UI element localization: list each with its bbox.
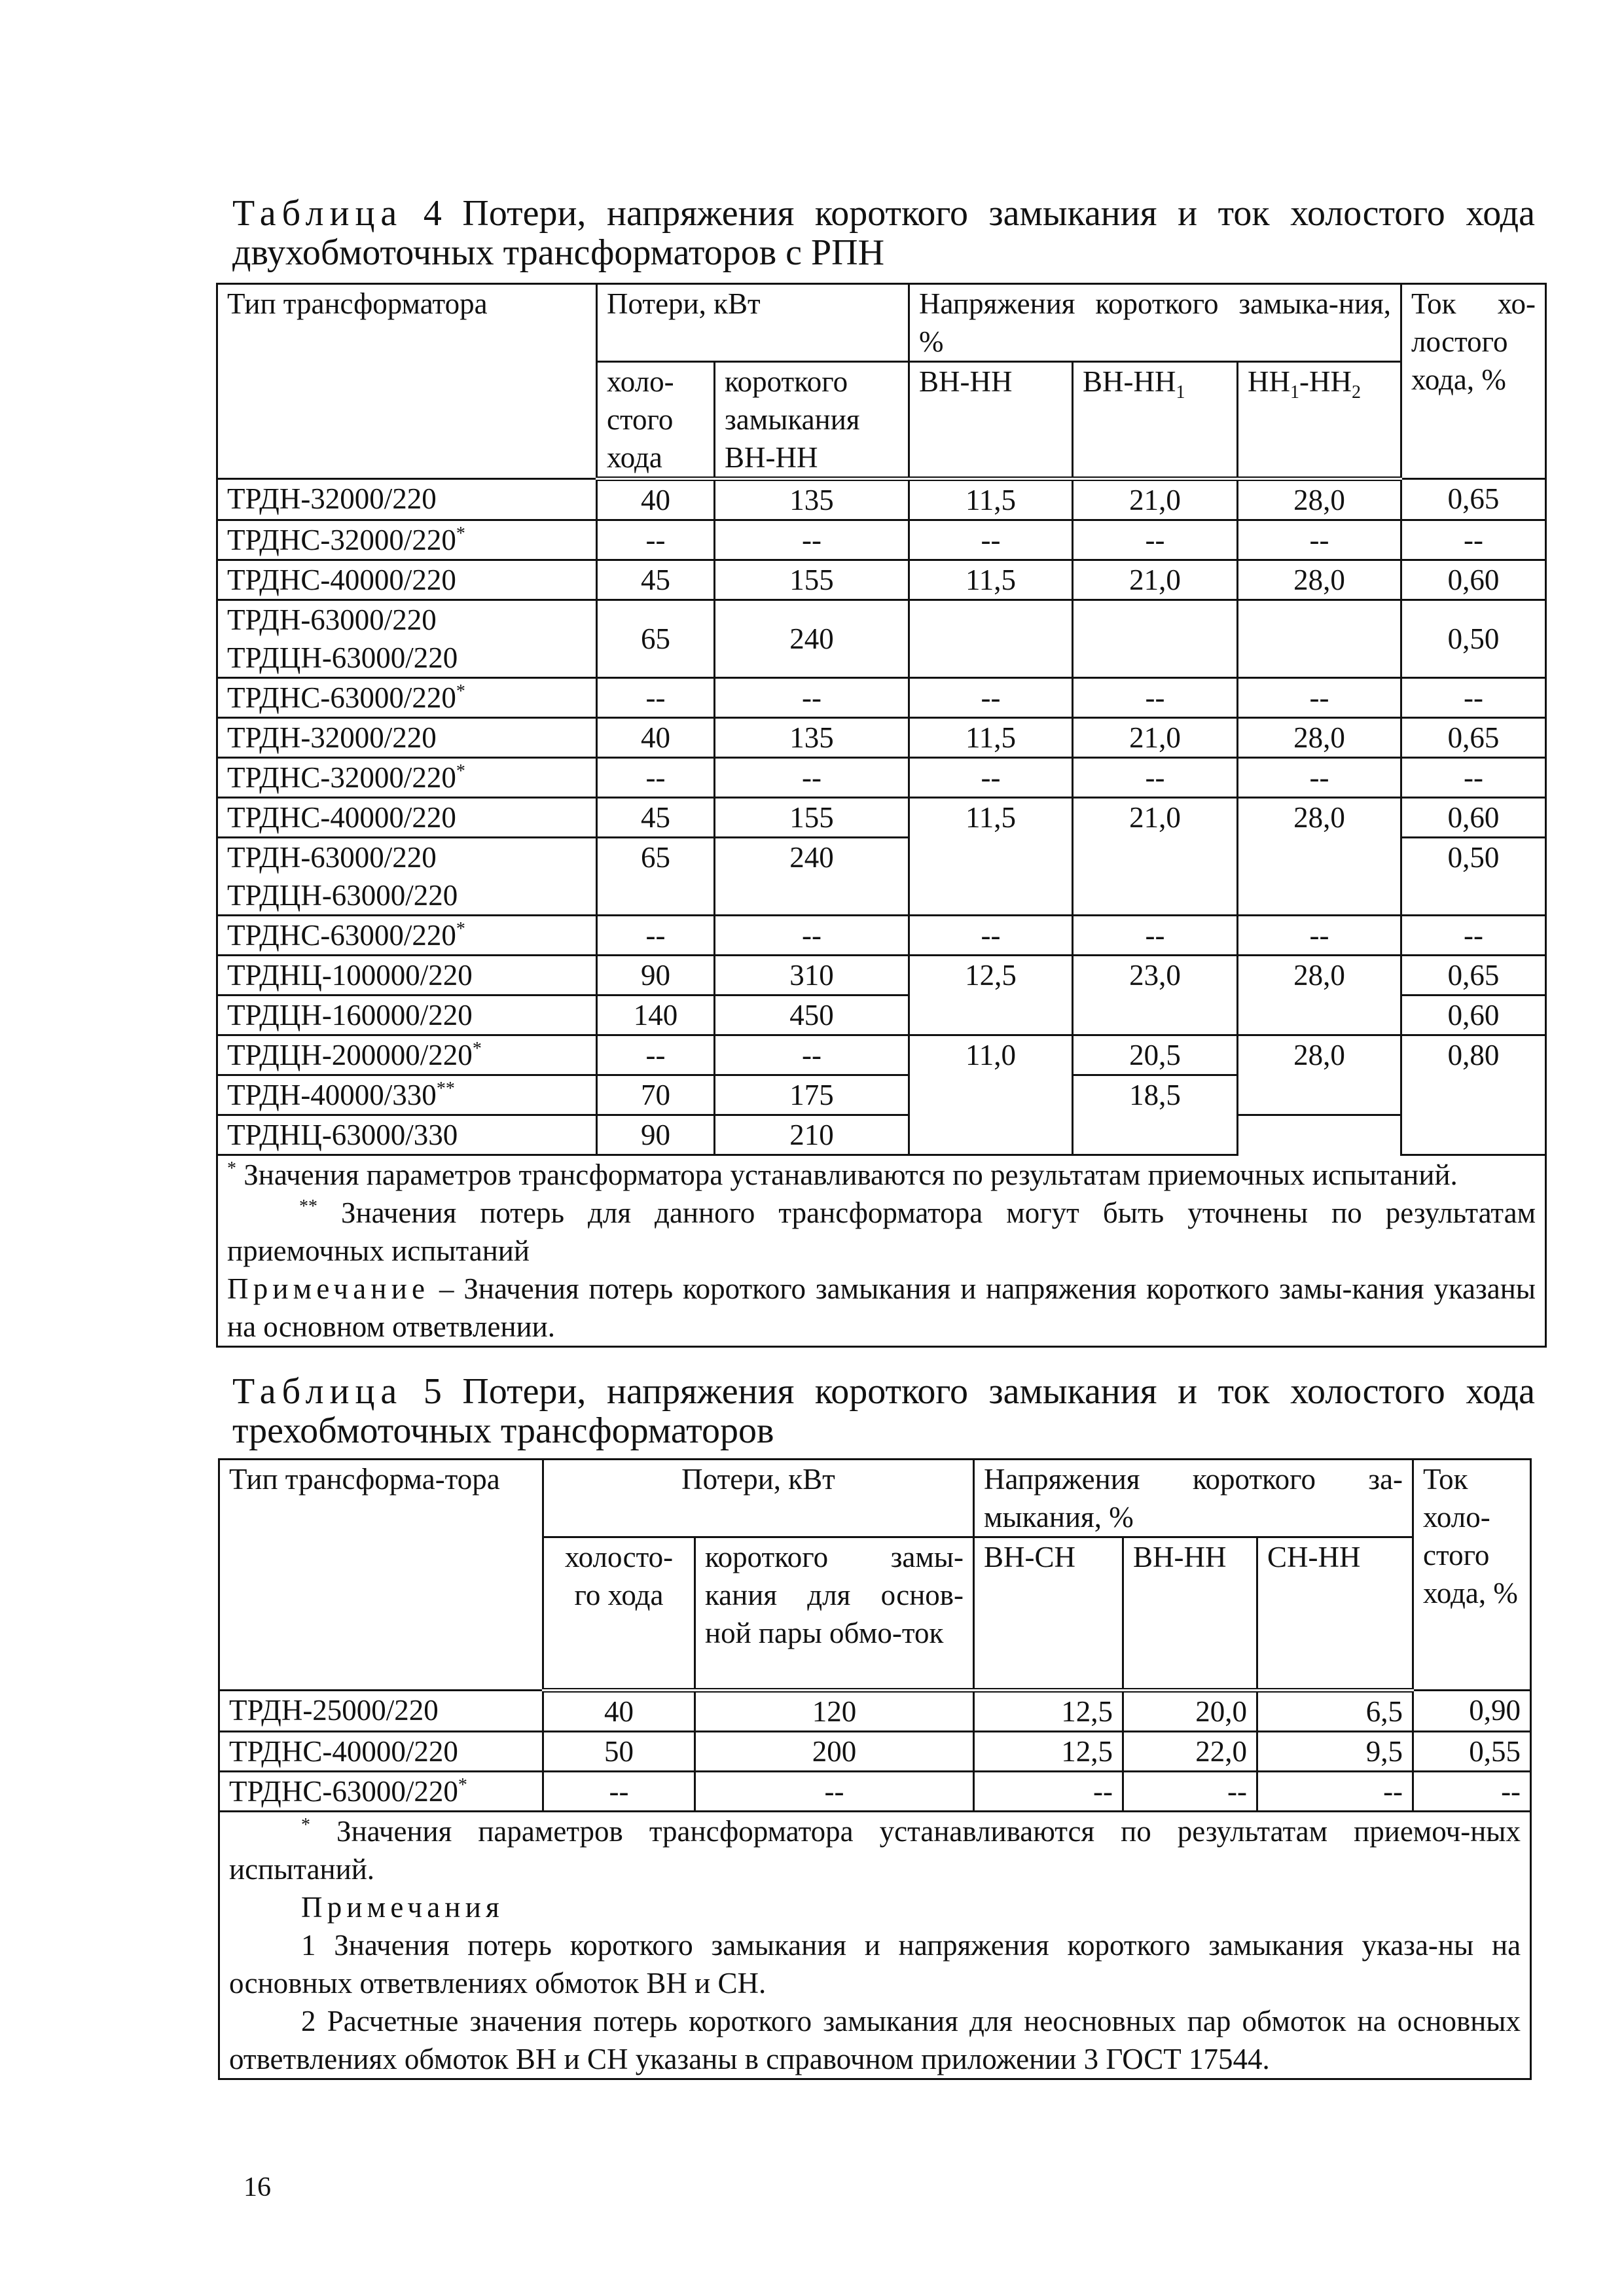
type-cell: ТРДЦН-160000/220 [217,996,597,1035]
no-load-cell: -- [597,758,715,798]
voltage-cell: 21,0 [1073,798,1238,916]
type-cell: ТРДН-63000/220 ТРДЦН-63000/220 [217,838,597,916]
voltage-cell: 6,5 [1257,1691,1413,1732]
type-cell: ТРДНС-32000/220* [217,520,597,560]
no-load-cell: 40 [597,718,715,758]
type-cell: ТРДН-25000/220 [219,1691,543,1732]
no-load-cell: 65 [597,600,715,678]
no-load-cell: -- [597,520,715,560]
t5-header-voltage: Напряжения короткого за-мыкания, % [974,1460,1413,1537]
voltage-cell: 23,0 [1073,956,1238,1035]
type-cell: ТРДНС-32000/220* [217,758,597,798]
t5-header-type: Тип трансформа-тора [219,1460,543,1691]
voltage-cell: -- [1238,678,1401,718]
table-row [217,758,1546,798]
short-circuit-cell: -- [715,758,909,798]
current-cell: -- [1401,758,1546,798]
table4 [216,283,1547,1348]
no-load-cell: 45 [597,798,715,838]
short-circuit-cell: 450 [715,996,909,1035]
current-cell: -- [1413,1772,1531,1812]
short-circuit-cell: 120 [695,1691,974,1732]
no-load-cell: -- [597,678,715,718]
t5-header-vn-sn: ВН-СН [974,1537,1123,1691]
type-cell: ТРДН-40000/330** [217,1075,597,1115]
no-load-cell: 140 [597,996,715,1035]
no-load-cell: 90 [597,956,715,996]
voltage-cell: 9,5 [1257,1732,1413,1772]
type-cell: ТРДНС-40000/220 [217,798,597,838]
table5-caption-text: Потери, напряжения короткого замыкания и ток холостого хода трехобмоточных трансформаторов [232,1371,1535,1451]
table4-footnotes: * Значения параметров трансформатора устанавливаются по результатам приемочных испытаний. ** Значения потерь для данного трансформатора могут быть уточнены по результатам приемочных испытаний Примечание – Значения потерь короткого замыкания и напряжения короткого замы-кания указаны на основном ответвлении. [217,1155,1546,1347]
voltage-cell: -- [1238,916,1401,956]
note-2: 2 Расчетные значения потерь короткого замыкания для неосновных пар обмоток на основных ответвлениях обмоток ВН и СН указаны в справочном приложении 3 ГОСТ 17544. [229,2005,1521,2075]
short-circuit-cell: -- [715,1035,909,1075]
table-row [217,956,1546,996]
voltage-cell: -- [1238,520,1401,560]
voltage-cell: -- [909,520,1073,560]
voltage-cell: 21,0 [1073,718,1238,758]
voltage-cell: 28,0 [1238,1035,1401,1115]
voltage-cell: 28,0 [1238,479,1401,520]
voltage-cell: 28,0 [1238,798,1401,916]
current-cell: 0,90 [1413,1691,1531,1732]
no-load-cell: 50 [543,1732,695,1772]
voltage-cell: 11,0 [909,1035,1073,1155]
voltage-cell: -- [1238,758,1401,798]
voltage-cell: -- [909,916,1073,956]
voltage-cell: 21,0 [1073,479,1238,520]
short-circuit-cell: 240 [715,600,909,678]
note-text: – Значения потерь короткого замыкания и напряжения короткого замы-кания указаны на основном ответвлении. [227,1272,1536,1343]
table4-caption-text: Потери, напряжения короткого замыкания и ток холостого хода двухобмоточных трансформаторов с РПН [232,193,1535,273]
t5-header-vn-nn: ВН-НН [1123,1537,1257,1691]
t4-header-vn-nn: ВН-НН [909,362,1073,479]
voltage-cell: 12,5 [974,1732,1123,1772]
current-cell: 0,65 [1401,479,1546,520]
type-cell: ТРДНС-63000/220* [217,916,597,956]
table-row [217,1035,1546,1075]
current-cell: 0,65 [1401,718,1546,758]
notes-label: Примечания [301,1891,504,1924]
note-1: 1 Значения потерь короткого замыкания и напряжения короткого замыкания указа-ны на основных ответвлениях обмоток ВН и СН. [229,1929,1521,2000]
table-row [219,1732,1531,1772]
t4-header-no-load: холо-стого хода [597,362,715,479]
voltage-cell: -- [1123,1772,1257,1812]
voltage-cell: 12,5 [974,1691,1123,1732]
table-row [217,520,1546,560]
t5-header-sn-nn: СН-НН [1257,1537,1413,1691]
table5-caption-label: Таблица [232,1371,403,1412]
type-cell: ТРДНС-40000/220 [217,560,597,600]
t5-header-current: Ток холо-стого хода, % [1413,1460,1531,1691]
t4-header-current: Ток хо-лостого хода, % [1401,284,1546,479]
no-load-cell: -- [543,1772,695,1812]
voltage-cell [1238,600,1401,678]
short-circuit-cell: 175 [715,1075,909,1115]
t5-header-short-circuit: короткого замы-кания для основ-ной пары обмо-ток [695,1537,974,1691]
no-load-cell: 45 [597,560,715,600]
voltage-cell: 11,5 [909,798,1073,916]
short-circuit-cell: -- [715,678,909,718]
voltage-cell: 18,5 [1073,1075,1238,1155]
t4-header-losses: Потери, кВт [597,284,909,362]
type-cell: ТРДН-32000/220 [217,718,597,758]
voltage-cell: 11,5 [909,479,1073,520]
no-load-cell: -- [597,1035,715,1075]
t4-header-type: Тип трансформатора [217,284,597,479]
short-circuit-cell: 310 [715,956,909,996]
current-cell: -- [1401,916,1546,956]
voltage-cell: -- [1073,916,1238,956]
no-load-cell: -- [597,916,715,956]
table5-caption [232,1372,1535,1450]
voltage-cell: -- [909,758,1073,798]
table-row [217,600,1546,678]
short-circuit-cell: 155 [715,798,909,838]
t4-header-vn-nn1: $ВН-НН_1$ [1073,362,1238,479]
voltage-cell: 12,5 [909,956,1073,1035]
table-row [219,1691,1531,1732]
type-cell: ТРДНС-63000/220* [217,678,597,718]
note-label: Примечание [227,1272,430,1305]
table-row [217,798,1546,838]
table4-caption [232,194,1535,272]
voltage-cell [909,600,1073,678]
current-cell: 0,50 [1401,600,1546,678]
voltage-cell: 11,5 [909,718,1073,758]
table5 [218,1458,1532,2080]
table-row [219,1772,1531,1812]
short-circuit-cell: 155 [715,560,909,600]
current-cell: 0,55 [1413,1732,1531,1772]
t4-header-voltage: Напряжения короткого замыка-ния, % [909,284,1401,362]
short-circuit-cell: -- [695,1772,974,1812]
footnote-1: Значения параметров трансформатора устанавливаются по результатам приемоч-ных испытаний. [229,1815,1521,1886]
table-row [217,479,1546,520]
current-cell: 0,80 [1401,1035,1546,1155]
current-cell: -- [1401,520,1546,560]
voltage-cell: 20,0 [1123,1691,1257,1732]
type-cell: ТРДНС-40000/220 [219,1732,543,1772]
short-circuit-cell: 135 [715,479,909,520]
current-cell: 0,50 [1401,838,1546,916]
no-load-cell: 40 [597,479,715,520]
short-circuit-cell: 200 [695,1732,974,1772]
t5-header-losses: Потери, кВт [543,1460,974,1537]
no-load-cell: 70 [597,1075,715,1115]
type-cell: ТРДНС-63000/220* [219,1772,543,1812]
voltage-cell: 28,0 [1238,560,1401,600]
voltage-cell: -- [1073,758,1238,798]
type-cell: ТРДН-32000/220 [217,479,597,520]
table-row [217,560,1546,600]
t4-header-short-circuit: короткого замыкания ВН-НН [715,362,909,479]
no-load-cell: 65 [597,838,715,916]
voltage-cell: -- [1257,1772,1413,1812]
type-cell: ТРДНЦ-63000/330 [217,1115,597,1155]
table4-caption-label: Таблица [232,193,403,234]
voltage-cell: -- [1073,520,1238,560]
table5-footnotes: * Значения параметров трансформатора устанавливаются по результатам приемоч-ных испытаний. Примечания 1 Значения потерь короткого замыкания и напряжения короткого замыкания указа-ны на основных ответвлениях обмоток ВН и СН. 2 Расчетные значения потерь короткого замыкания для неосновных пар обмоток на основных ответвлениях обмоток ВН и СН указаны в справочном приложении 3 ГОСТ 17544. [219,1812,1531,2079]
voltage-cell: -- [909,678,1073,718]
voltage-cell: -- [1073,678,1238,718]
no-load-cell: 40 [543,1691,695,1732]
table-row [217,678,1546,718]
type-cell: ТРДЦН-200000/220* [217,1035,597,1075]
page-number: 16 [244,2172,271,2202]
voltage-cell [1073,600,1238,678]
t4-header-nn1-nn2: $НН_1-НН_2$ [1238,362,1401,479]
current-cell: 0,60 [1401,996,1546,1035]
voltage-cell: 20,5 [1073,1035,1238,1075]
short-circuit-cell: 135 [715,718,909,758]
voltage-cell: 28,0 [1238,718,1401,758]
voltage-cell: 21,0 [1073,560,1238,600]
table-row [217,1115,1546,1155]
type-cell: ТРДНЦ-100000/220 [217,956,597,996]
footnote-1: Значения параметров трансформатора устанавливаются по результатам приемочных испытаний. [244,1158,1458,1191]
t5-header-no-load: холосто-го хода [543,1537,695,1691]
voltage-cell [1238,1115,1401,1155]
current-cell: 0,60 [1401,560,1546,600]
footnote-2: Значения потерь для данного трансформатора могут быть уточнены по результатам приемочных испытаний [227,1196,1536,1267]
voltage-cell: -- [974,1772,1123,1812]
table-row [217,916,1546,956]
short-circuit-cell: 210 [715,1115,909,1155]
table5-caption-number: 5 [423,1371,442,1412]
no-load-cell: 90 [597,1115,715,1155]
short-circuit-cell: 240 [715,838,909,916]
voltage-cell: 22,0 [1123,1732,1257,1772]
current-cell: 0,60 [1401,798,1546,838]
table-row [217,718,1546,758]
short-circuit-cell: -- [715,520,909,560]
type-cell: ТРДН-63000/220 ТРДЦН-63000/220 [217,600,597,678]
voltage-cell: 28,0 [1238,956,1401,1035]
short-circuit-cell: -- [715,916,909,956]
current-cell: 0,65 [1401,956,1546,996]
table4-caption-number: 4 [423,193,442,234]
voltage-cell: 11,5 [909,560,1073,600]
current-cell: -- [1401,678,1546,718]
